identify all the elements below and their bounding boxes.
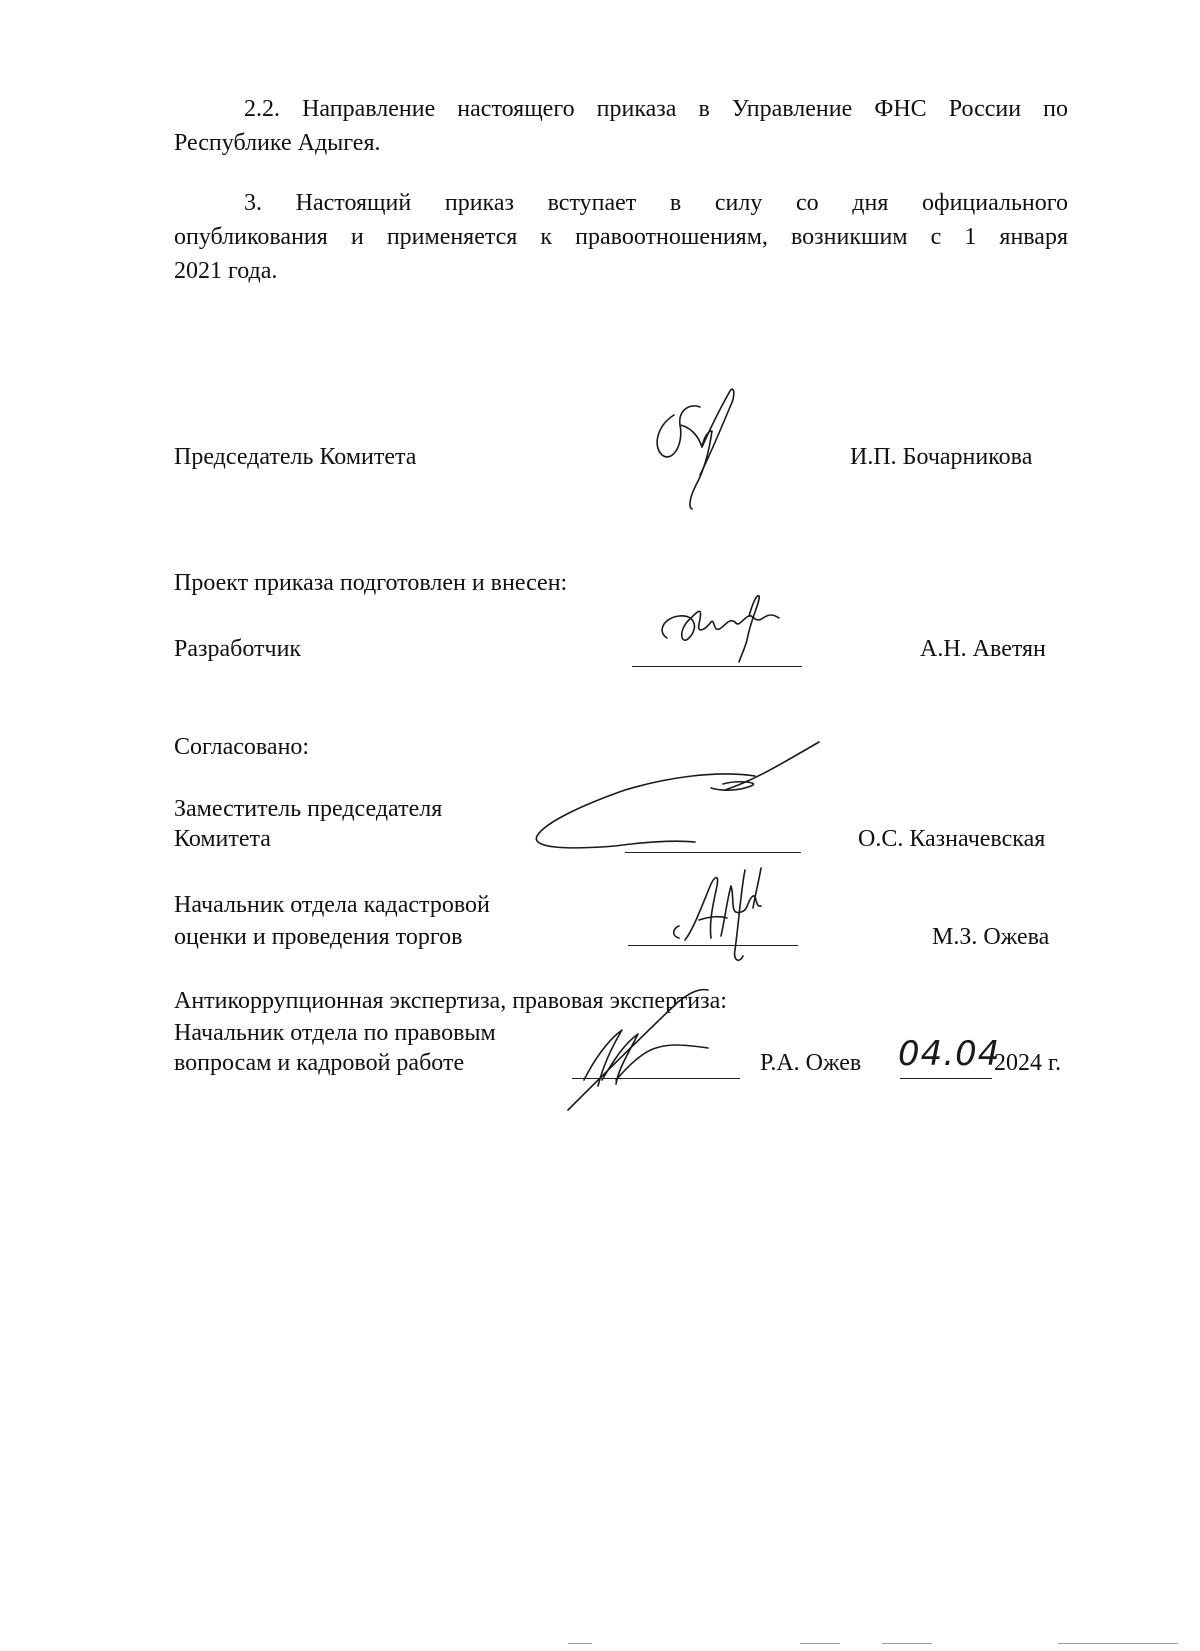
developer-signature	[655, 588, 805, 678]
chairman-position: Председатель Комитета	[174, 444, 417, 470]
legal-date-line	[900, 1078, 992, 1079]
legal-heading: Антикоррупционная экспертиза, правовая экспертиза:	[174, 988, 727, 1014]
clause-3-line-3: 2021 года.	[174, 258, 278, 284]
legal-date-year: 2024 г.	[994, 1050, 1062, 1076]
cadastral-name: М.З. Ожева	[932, 924, 1050, 950]
deputy-signature	[525, 740, 825, 860]
cadastral-position-line-1: Начальник отдела кадастровой	[174, 892, 490, 918]
cadastral-signature-line	[628, 945, 798, 946]
deputy-name: О.С. Казначевская	[858, 826, 1046, 852]
legal-signature	[558, 990, 758, 1120]
scan-artifact	[800, 1643, 840, 1644]
deputy-signature-line	[625, 852, 801, 853]
legal-name: Р.А. Ожев	[760, 1050, 862, 1076]
clause-2-2	[174, 92, 1068, 160]
clause-2-2-line-2: Республике Адыгея.	[174, 130, 381, 156]
cadastral-signature	[665, 860, 785, 970]
approval-heading: Согласовано:	[174, 734, 310, 760]
clause-3-line-2: опубликования и применяется к правоотношениям, возникшим с 1 января	[174, 224, 1068, 250]
scan-artifact	[568, 1643, 592, 1644]
legal-position-line-2: вопросам и кадровой работе	[174, 1050, 465, 1076]
legal-position-line-1: Начальник отдела по правовым	[174, 1020, 496, 1046]
chairman-name: И.П. Бочарникова	[850, 444, 1033, 470]
clause-2-2-line-1: 2.2. Направление настоящего приказа в Управление ФНС России по	[244, 96, 1068, 122]
prepared-heading: Проект приказа подготовлен и внесен:	[174, 570, 568, 596]
cadastral-position-line-2: оценки и проведения торгов	[174, 924, 463, 950]
deputy-position-line-2: Комитета	[174, 826, 271, 852]
legal-signature-line	[572, 1078, 740, 1079]
deputy-position-line-1: Заместитель председателя	[174, 796, 443, 822]
developer-name: А.Н. Аветян	[920, 636, 1046, 662]
developer-signature-line	[632, 666, 802, 667]
scan-artifact	[882, 1643, 932, 1644]
scan-artifact	[1058, 1643, 1178, 1644]
chairman-signature	[650, 385, 760, 515]
clause-3-line-1: 3. Настоящий приказ вступает в силу со дня официального	[244, 190, 1068, 216]
developer-role: Разработчик	[174, 636, 302, 662]
legal-date-handwritten: 04.04	[898, 1034, 1001, 1074]
clause-3	[174, 186, 1068, 288]
